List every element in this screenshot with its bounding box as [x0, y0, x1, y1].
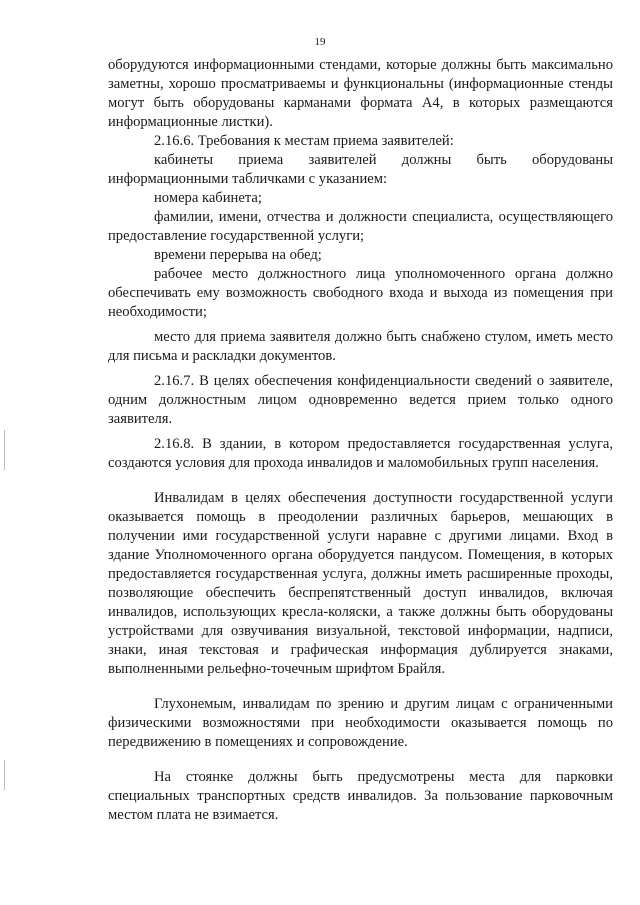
list-item-break-time: времени перерыва на обед;: [154, 247, 322, 263]
scan-edge-mark: [4, 760, 5, 790]
list-item-specialist: фамилии, имени, отчества и должности специалиста, осуществляющего предоставление государственной услуги;: [108, 209, 613, 244]
paragraph-offices: кабинеты приема заявителей должны быть оборудованы информационными табличками с указанием:: [108, 152, 613, 187]
scan-edge-mark: [4, 430, 5, 470]
paragraph-applicant-seat: место для приема заявителя должно быть снабжено стулом, иметь место для письма и раскладки документов.: [108, 329, 613, 364]
paragraph-stands: оборудуются информационными стендами, которые должны быть максимально заметны, хорошо просматриваемы и функциональны (информационные стенды могут быть оборудованы карманами формата А4, в которых размещаются информационные листки).: [108, 57, 613, 130]
document-body: [108, 56, 613, 825]
paragraph-2-16-6: 2.16.6. Требования к местам приема заявителей:: [154, 133, 454, 149]
paragraph-2-16-8: 2.16.8. В здании, в котором предоставляется государственная услуга, создаются условия для прохода инвалидов и маломобильных групп населения.: [108, 436, 613, 471]
page-number: 19: [314, 36, 326, 48]
paragraph-workplace: рабочее место должностного лица уполномоченного органа должно обеспечивать ему возможность свободного входа и выхода из помещения при необходимости;: [108, 266, 613, 320]
list-item-room-number: номера кабинета;: [154, 190, 262, 206]
paragraph-parking: На стоянке должны быть предусмотрены места для парковки специальных транспортных средств инвалидов. За пользование парковочным местом плата не взимается.: [108, 769, 613, 823]
paragraph-deaf-mute: Глухонемым, инвалидам по зрению и другим лицам с ограниченными физическими возможностями при необходимости оказывается помощь по передвижению в помещениях и сопровождение.: [108, 696, 613, 750]
paragraph-2-16-7: 2.16.7. В целях обеспечения конфиденциальности сведений о заявителе, одним должностным лицом одновременно ведется прием только одного заявителя.: [108, 373, 613, 427]
paragraph-disabled-access: Инвалидам в целях обеспечения доступности государственной услуги оказывается помощь в преодолении различных барьеров, мешающих в получении ими государственной услуги наравне с другими лицами. Вход в здание Уполномоченного органа оборудуется пандусом. Помещения, в которых предоставляется государственная услуга, должны иметь расширенные проходы, позволяющие обеспечить беспрепятственный доступ инвалидов, включая инвалидов, использующих кресла-коляски, а также должны быть оборудованы устройствами для озвучивания визуальной, текстовой информации, надписи, знаки, иная текстовая и графическая информация дублируется знаками, выполненными рельефно-точечным шрифтом Брайля.: [108, 490, 613, 677]
